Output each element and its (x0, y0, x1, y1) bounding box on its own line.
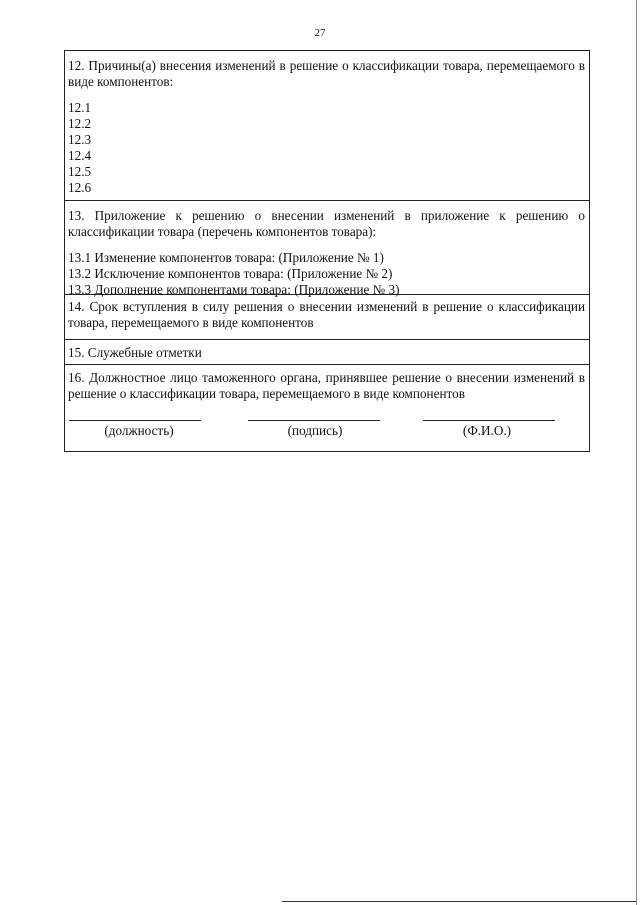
signature-label: (подпись) (287, 423, 343, 438)
section-12-item: 12.2 (68, 116, 92, 131)
section-12-heading: 12. Причины(а) внесения изменений в решение о классификации товара, перемещаемого в виде компонентов: (68, 58, 585, 89)
section-16-heading: 16. Должностное лицо таможенного органа, принявшее решение о внесении изменений в решение о классификации товара, перемещаемого в виде компонентов (68, 370, 585, 401)
position-signature-line (69, 420, 201, 421)
section-12-item: 12.5 (68, 164, 92, 179)
signature-line (248, 420, 380, 421)
section-12-item: 12.4 (68, 148, 92, 163)
name-label: (Ф.И.О.) (462, 423, 512, 438)
section-15-heading: 15. Служебные отметки (68, 345, 202, 360)
section-13-items (68, 250, 585, 298)
section-13-item: 13.1 Изменение компонентов товара: (Приложение № 1) (68, 250, 384, 265)
bottom-divider (282, 901, 637, 902)
section-14-heading: 14. Срок вступления в силу решения о внесении изменений в решение о классификации товара, перемещаемого в виде компонентов (68, 299, 585, 330)
section-12-reasons (65, 51, 589, 201)
page-edge-divider (636, 0, 637, 905)
decision-form-table (64, 50, 590, 452)
section-13-item: 13.3 Дополнение компонентами товара: (Приложение № 3) (68, 282, 400, 297)
name-signature-line (423, 420, 555, 421)
position-label: (должность) (104, 423, 174, 438)
section-12-items (68, 100, 585, 196)
page-number: 27 (314, 27, 326, 39)
section-14-effective-date (65, 295, 589, 340)
section-15-service-notes (65, 340, 589, 365)
section-12-item: 12.3 (68, 132, 92, 147)
section-12-item: 12.6 (68, 180, 92, 195)
section-13-item: 13.2 Исключение компонентов товара: (Приложение № 2) (68, 266, 393, 281)
section-16-official (65, 365, 589, 451)
section-13-appendix (65, 201, 589, 295)
section-12-item: 12.1 (68, 100, 92, 115)
section-13-heading: 13. Приложение к решению о внесении изменений в приложение к решению о классификации товара (перечень компонентов товара): (68, 208, 585, 239)
